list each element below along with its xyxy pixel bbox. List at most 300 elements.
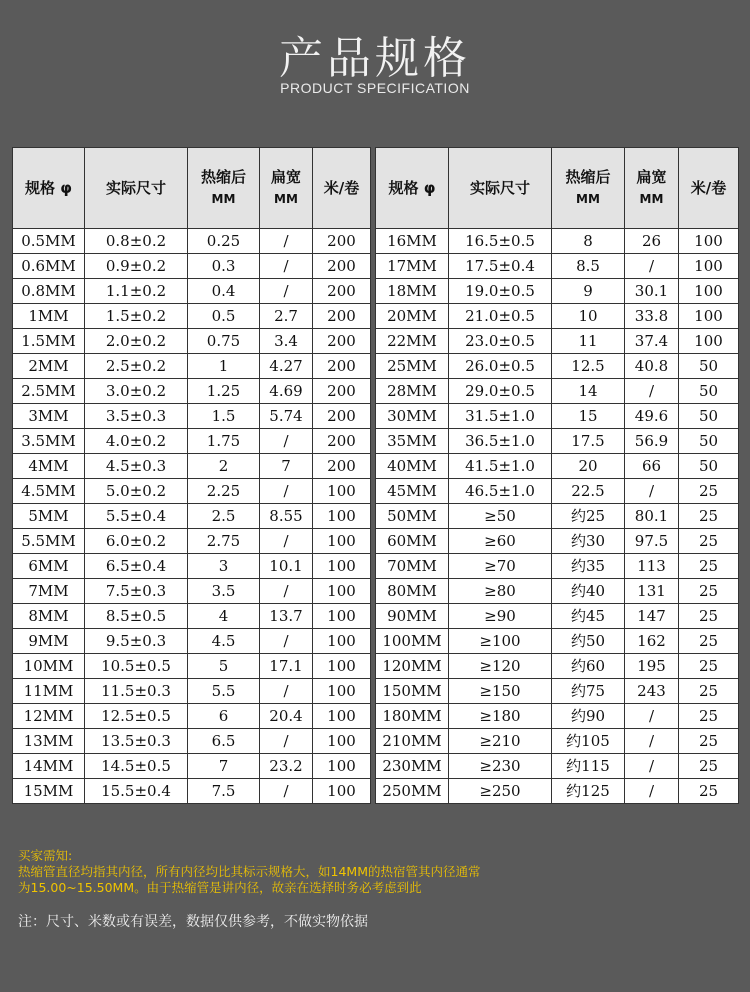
table-row (376, 354, 739, 379)
cell-actual-size: ≥80 (449, 579, 552, 604)
cell-shrink: 1.75 (188, 429, 260, 454)
cell-actual-size: ≥120 (449, 654, 552, 679)
cell-actual-size: 2.5±0.2 (85, 354, 188, 379)
cell-actual-size: 23.0±0.5 (449, 329, 552, 354)
cell-flat-width: 20.4 (260, 704, 313, 729)
cell-spec: 100MM (376, 629, 449, 654)
cell-shrink: 约30 (552, 529, 625, 554)
cell-per-roll: 200 (313, 354, 371, 379)
cell-per-roll: 100 (679, 229, 739, 254)
cell-shrink: 9 (552, 279, 625, 304)
spec-table-left (12, 147, 371, 804)
cell-spec: 0.8MM (13, 279, 85, 304)
cell-actual-size: 1.5±0.2 (85, 304, 188, 329)
col-header-flat (625, 148, 679, 229)
cell-flat-width: 66 (625, 454, 679, 479)
cell-flat-width: 147 (625, 604, 679, 629)
cell-flat-width: / (260, 429, 313, 454)
buyer-notes (18, 848, 738, 896)
table-row (376, 254, 739, 279)
cell-flat-width: / (260, 529, 313, 554)
table-row (13, 629, 371, 654)
cell-per-roll: 100 (313, 579, 371, 604)
cell-shrink: 12.5 (552, 354, 625, 379)
table-row (13, 304, 371, 329)
cell-shrink: 约105 (552, 729, 625, 754)
cell-shrink: 0.5 (188, 304, 260, 329)
cell-flat-width: 30.1 (625, 279, 679, 304)
cell-spec: 3MM (13, 404, 85, 429)
cell-actual-size: 14.5±0.5 (85, 754, 188, 779)
cell-flat-width: 4.69 (260, 379, 313, 404)
cell-flat-width: / (625, 754, 679, 779)
cell-flat-width: 97.5 (625, 529, 679, 554)
cell-actual-size: ≥70 (449, 554, 552, 579)
table-row (376, 279, 739, 304)
cell-shrink: 15 (552, 404, 625, 429)
col-header-flat-label: 扁宽 (636, 168, 667, 186)
cell-actual-size: ≥90 (449, 604, 552, 629)
cell-per-roll: 200 (313, 279, 371, 304)
col-header-flat-label: 扁宽 (270, 168, 301, 186)
cell-per-roll: 50 (679, 454, 739, 479)
cell-actual-size: 13.5±0.3 (85, 729, 188, 754)
cell-per-roll: 100 (679, 304, 739, 329)
col-header-shrink-label: 热缩后 (565, 168, 611, 186)
cell-spec: 5MM (13, 504, 85, 529)
cell-shrink: 17.5 (552, 429, 625, 454)
cell-spec: 1MM (13, 304, 85, 329)
spec-table-right-body (376, 229, 739, 804)
cell-flat-width: / (260, 729, 313, 754)
cell-per-roll: 100 (679, 329, 739, 354)
cell-spec: 250MM (376, 779, 449, 804)
cell-flat-width: 113 (625, 554, 679, 579)
table-row (376, 454, 739, 479)
cell-flat-width: / (625, 254, 679, 279)
cell-flat-width: 17.1 (260, 654, 313, 679)
cell-actual-size: 1.1±0.2 (85, 279, 188, 304)
cell-per-roll: 25 (679, 754, 739, 779)
cell-per-roll: 200 (313, 454, 371, 479)
disclaimer-text: 注：尺寸、米数或有误差，数据仅供参考，不做实物依据 (18, 914, 368, 930)
cell-spec: 0.5MM (13, 229, 85, 254)
col-header-shrink-label: 热缩后 (200, 168, 246, 186)
cell-spec: 13MM (13, 729, 85, 754)
cell-flat-width: 26 (625, 229, 679, 254)
cell-spec: 1.5MM (13, 329, 85, 354)
cell-per-roll: 25 (679, 529, 739, 554)
cell-spec: 7MM (13, 579, 85, 604)
col-header-flat-unit: MM (639, 192, 664, 206)
cell-flat-width: 49.6 (625, 404, 679, 429)
cell-spec: 25MM (376, 354, 449, 379)
cell-actual-size: 9.5±0.3 (85, 629, 188, 654)
table-header-row (13, 148, 371, 229)
cell-shrink: 5 (188, 654, 260, 679)
table-row (376, 479, 739, 504)
cell-spec: 35MM (376, 429, 449, 454)
cell-flat-width: / (260, 479, 313, 504)
cell-spec: 90MM (376, 604, 449, 629)
cell-shrink: 约115 (552, 754, 625, 779)
cell-per-roll: 50 (679, 379, 739, 404)
cell-per-roll: 25 (679, 679, 739, 704)
cell-actual-size: 6.0±0.2 (85, 529, 188, 554)
table-row (13, 779, 371, 804)
cell-per-roll: 200 (313, 329, 371, 354)
col-header-flat (260, 148, 313, 229)
cell-shrink: 1.25 (188, 379, 260, 404)
cell-shrink: 2.5 (188, 504, 260, 529)
table-row (376, 554, 739, 579)
buyer-notes-heading: 买家需知: (18, 848, 73, 863)
cell-spec: 230MM (376, 754, 449, 779)
cell-per-roll: 200 (313, 379, 371, 404)
cell-spec: 17MM (376, 254, 449, 279)
cell-per-roll: 100 (313, 704, 371, 729)
cell-per-roll: 25 (679, 579, 739, 604)
cell-spec: 5.5MM (13, 529, 85, 554)
cell-flat-width: 2.7 (260, 304, 313, 329)
cell-spec: 8MM (13, 604, 85, 629)
cell-spec: 20MM (376, 304, 449, 329)
table-row (13, 654, 371, 679)
cell-shrink: 3.5 (188, 579, 260, 604)
cell-flat-width: 3.4 (260, 329, 313, 354)
table-row (13, 254, 371, 279)
cell-shrink: 约50 (552, 629, 625, 654)
col-header-actual-size: 实际尺寸 (449, 148, 552, 229)
cell-spec: 14MM (13, 754, 85, 779)
table-row (13, 354, 371, 379)
cell-shrink: 约125 (552, 779, 625, 804)
table-row (13, 554, 371, 579)
table-row (13, 379, 371, 404)
cell-per-roll: 25 (679, 654, 739, 679)
cell-per-roll: 100 (313, 529, 371, 554)
cell-actual-size: 31.5±1.0 (449, 404, 552, 429)
cell-shrink: 10 (552, 304, 625, 329)
cell-flat-width: 162 (625, 629, 679, 654)
cell-spec: 70MM (376, 554, 449, 579)
cell-shrink: 约35 (552, 554, 625, 579)
cell-actual-size: 29.0±0.5 (449, 379, 552, 404)
cell-per-roll: 25 (679, 604, 739, 629)
col-header-spec: 规格 φ (13, 148, 85, 229)
table-row (13, 329, 371, 354)
table-row (376, 779, 739, 804)
cell-spec: 210MM (376, 729, 449, 754)
table-row (13, 604, 371, 629)
cell-flat-width: 13.7 (260, 604, 313, 629)
table-row (13, 479, 371, 504)
cell-flat-width: 40.8 (625, 354, 679, 379)
cell-actual-size: ≥180 (449, 704, 552, 729)
cell-actual-size: 5.5±0.4 (85, 504, 188, 529)
table-row (376, 579, 739, 604)
table-row (376, 754, 739, 779)
cell-per-roll: 100 (679, 279, 739, 304)
cell-spec: 80MM (376, 579, 449, 604)
cell-per-roll: 25 (679, 704, 739, 729)
cell-shrink: 1.5 (188, 404, 260, 429)
cell-flat-width: 10.1 (260, 554, 313, 579)
cell-actual-size: 41.5±1.0 (449, 454, 552, 479)
cell-actual-size: 19.0±0.5 (449, 279, 552, 304)
cell-spec: 15MM (13, 779, 85, 804)
cell-actual-size: 46.5±1.0 (449, 479, 552, 504)
cell-shrink: 3 (188, 554, 260, 579)
table-header-row (376, 148, 739, 229)
table-row (376, 329, 739, 354)
cell-spec: 120MM (376, 654, 449, 679)
cell-spec: 9MM (13, 629, 85, 654)
cell-shrink: 7 (188, 754, 260, 779)
cell-actual-size: 0.8±0.2 (85, 229, 188, 254)
cell-flat-width: / (625, 729, 679, 754)
spec-table-right (375, 147, 739, 804)
cell-per-roll: 100 (313, 654, 371, 679)
cell-flat-width: / (260, 579, 313, 604)
table-row (376, 404, 739, 429)
table-row (13, 229, 371, 254)
cell-actual-size: ≥150 (449, 679, 552, 704)
cell-per-roll: 100 (313, 504, 371, 529)
cell-per-roll: 100 (313, 754, 371, 779)
cell-actual-size: 11.5±0.3 (85, 679, 188, 704)
cell-actual-size: ≥230 (449, 754, 552, 779)
cell-actual-size: 0.9±0.2 (85, 254, 188, 279)
spec-table-left-body (13, 229, 371, 804)
cell-flat-width: 37.4 (625, 329, 679, 354)
cell-actual-size: 3.0±0.2 (85, 379, 188, 404)
table-row (13, 529, 371, 554)
table-row (376, 379, 739, 404)
cell-actual-size: 12.5±0.5 (85, 704, 188, 729)
cell-spec: 45MM (376, 479, 449, 504)
table-row (376, 704, 739, 729)
cell-per-roll: 100 (313, 729, 371, 754)
cell-shrink: 约25 (552, 504, 625, 529)
cell-actual-size: ≥50 (449, 504, 552, 529)
cell-shrink: 0.75 (188, 329, 260, 354)
cell-spec: 4MM (13, 454, 85, 479)
cell-per-roll: 100 (679, 254, 739, 279)
cell-spec: 12MM (13, 704, 85, 729)
cell-flat-width: / (625, 704, 679, 729)
cell-flat-width: 56.9 (625, 429, 679, 454)
cell-actual-size: 26.0±0.5 (449, 354, 552, 379)
cell-actual-size: 2.0±0.2 (85, 329, 188, 354)
cell-flat-width: 7 (260, 454, 313, 479)
cell-shrink: 4 (188, 604, 260, 629)
cell-shrink: 约60 (552, 654, 625, 679)
cell-per-roll: 200 (313, 229, 371, 254)
col-header-spec: 规格 φ (376, 148, 449, 229)
cell-per-roll: 25 (679, 554, 739, 579)
cell-per-roll: 25 (679, 779, 739, 804)
col-header-flat-unit: MM (274, 192, 298, 206)
cell-spec: 22MM (376, 329, 449, 354)
cell-shrink: 20 (552, 454, 625, 479)
cell-actual-size: 8.5±0.5 (85, 604, 188, 629)
cell-actual-size: ≥250 (449, 779, 552, 804)
table-row (13, 579, 371, 604)
cell-actual-size: ≥60 (449, 529, 552, 554)
table-row (376, 504, 739, 529)
cell-flat-width: 33.8 (625, 304, 679, 329)
cell-flat-width: 195 (625, 654, 679, 679)
table-row (13, 679, 371, 704)
buyer-notes-line: 热缩管直径均指其内径，所有内径均比其标示规格大，如14MM的热宿管其内径通常 (18, 864, 481, 879)
cell-per-roll: 25 (679, 504, 739, 529)
cell-actual-size: 17.5±0.4 (449, 254, 552, 279)
cell-per-roll: 100 (313, 779, 371, 804)
cell-flat-width: 243 (625, 679, 679, 704)
cell-actual-size: ≥210 (449, 729, 552, 754)
cell-spec: 28MM (376, 379, 449, 404)
buyer-notes-line: 为15.00~15.50MM。由于热缩管是讲内径，故亲在选择时务必考虑到此 (18, 880, 422, 895)
cell-spec: 0.6MM (13, 254, 85, 279)
cell-spec: 4.5MM (13, 479, 85, 504)
table-row (376, 729, 739, 754)
cell-shrink: 约75 (552, 679, 625, 704)
cell-actual-size: 15.5±0.4 (85, 779, 188, 804)
cell-spec: 60MM (376, 529, 449, 554)
cell-spec: 2.5MM (13, 379, 85, 404)
cell-per-roll: 25 (679, 479, 739, 504)
table-row (376, 629, 739, 654)
cell-flat-width: / (260, 779, 313, 804)
cell-actual-size: 10.5±0.5 (85, 654, 188, 679)
cell-actual-size: 4.0±0.2 (85, 429, 188, 454)
table-row (13, 404, 371, 429)
cell-shrink: 0.3 (188, 254, 260, 279)
cell-flat-width: 8.55 (260, 504, 313, 529)
cell-shrink: 7.5 (188, 779, 260, 804)
cell-shrink: 14 (552, 379, 625, 404)
table-row (376, 529, 739, 554)
cell-actual-size: 5.0±0.2 (85, 479, 188, 504)
cell-shrink: 约45 (552, 604, 625, 629)
cell-flat-width: 80.1 (625, 504, 679, 529)
cell-shrink: 6.5 (188, 729, 260, 754)
table-row (376, 679, 739, 704)
cell-actual-size: 36.5±1.0 (449, 429, 552, 454)
cell-shrink: 8.5 (552, 254, 625, 279)
table-row (13, 429, 371, 454)
cell-actual-size: 3.5±0.3 (85, 404, 188, 429)
col-header-shrink (552, 148, 625, 229)
cell-per-roll: 100 (313, 629, 371, 654)
cell-flat-width: / (260, 279, 313, 304)
table-row (376, 304, 739, 329)
cell-spec: 11MM (13, 679, 85, 704)
col-header-per-roll: 米/卷 (679, 148, 739, 229)
cell-spec: 40MM (376, 454, 449, 479)
cell-shrink: 8 (552, 229, 625, 254)
cell-flat-width: / (260, 229, 313, 254)
cell-shrink: 11 (552, 329, 625, 354)
cell-per-roll: 200 (313, 429, 371, 454)
cell-per-roll: 25 (679, 629, 739, 654)
cell-shrink: 5.5 (188, 679, 260, 704)
table-row (13, 504, 371, 529)
cell-per-roll: 25 (679, 729, 739, 754)
table-row (13, 729, 371, 754)
col-header-shrink-unit: MM (576, 192, 600, 206)
cell-flat-width: / (625, 779, 679, 804)
cell-flat-width: / (625, 479, 679, 504)
cell-spec: 10MM (13, 654, 85, 679)
cell-shrink: 约90 (552, 704, 625, 729)
cell-flat-width: / (625, 379, 679, 404)
cell-spec: 3.5MM (13, 429, 85, 454)
cell-shrink: 1 (188, 354, 260, 379)
table-row (376, 604, 739, 629)
page-title: 产品规格 (279, 33, 471, 84)
cell-flat-width: 23.2 (260, 754, 313, 779)
table-row (13, 454, 371, 479)
cell-spec: 16MM (376, 229, 449, 254)
cell-per-roll: 50 (679, 354, 739, 379)
cell-shrink: 2.25 (188, 479, 260, 504)
cell-per-roll: 100 (313, 554, 371, 579)
cell-per-roll: 200 (313, 404, 371, 429)
table-row (13, 279, 371, 304)
cell-shrink: 2.75 (188, 529, 260, 554)
table-row (376, 429, 739, 454)
cell-flat-width: / (260, 629, 313, 654)
cell-spec: 180MM (376, 704, 449, 729)
cell-per-roll: 100 (313, 679, 371, 704)
cell-actual-size: 16.5±0.5 (449, 229, 552, 254)
cell-per-roll: 50 (679, 404, 739, 429)
col-header-per-roll: 米/卷 (313, 148, 371, 229)
cell-shrink: 6 (188, 704, 260, 729)
cell-actual-size: 6.5±0.4 (85, 554, 188, 579)
table-row (13, 754, 371, 779)
cell-flat-width: / (260, 254, 313, 279)
cell-actual-size: 21.0±0.5 (449, 304, 552, 329)
cell-flat-width: / (260, 679, 313, 704)
col-header-shrink-unit: MM (211, 192, 236, 206)
cell-flat-width: 5.74 (260, 404, 313, 429)
cell-spec: 150MM (376, 679, 449, 704)
cell-per-roll: 200 (313, 254, 371, 279)
cell-spec: 30MM (376, 404, 449, 429)
table-row (376, 654, 739, 679)
cell-shrink: 4.5 (188, 629, 260, 654)
cell-shrink: 2 (188, 454, 260, 479)
table-row (376, 229, 739, 254)
cell-per-roll: 200 (313, 304, 371, 329)
cell-shrink: 0.25 (188, 229, 260, 254)
cell-flat-width: 131 (625, 579, 679, 604)
cell-per-roll: 100 (313, 604, 371, 629)
cell-shrink: 约40 (552, 579, 625, 604)
cell-shrink: 22.5 (552, 479, 625, 504)
cell-actual-size: ≥100 (449, 629, 552, 654)
cell-spec: 6MM (13, 554, 85, 579)
col-header-shrink (188, 148, 260, 229)
cell-shrink: 0.4 (188, 279, 260, 304)
cell-spec: 50MM (376, 504, 449, 529)
page-subtitle: PRODUCT SPECIFICATION (280, 80, 470, 96)
cell-spec: 18MM (376, 279, 449, 304)
cell-spec: 2MM (13, 354, 85, 379)
